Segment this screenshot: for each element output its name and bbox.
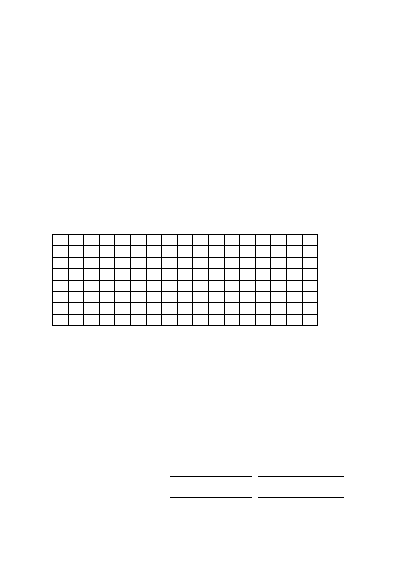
vin-char-cell [115, 280, 131, 291]
vin-char-cell [240, 246, 256, 257]
vin-char-cell [68, 246, 84, 257]
vin-char-cell [146, 291, 162, 302]
vin-char-cell [193, 280, 209, 291]
vin-position-cell [255, 235, 271, 246]
vin-char-cell [286, 314, 302, 325]
vin-char-cell [162, 303, 178, 314]
vin-char-cell [193, 269, 209, 280]
vin-structure-table [52, 234, 318, 326]
vin-char-cell [68, 269, 84, 280]
vin-char-cell [146, 269, 162, 280]
vin-position-cell [271, 235, 287, 246]
vin-char-cell [193, 257, 209, 268]
vin-char-cell [271, 291, 287, 302]
vin-char-cell [68, 257, 84, 268]
vin-char-cell [146, 314, 162, 325]
vin-char-cell [255, 246, 271, 257]
vin-char-cell [68, 280, 84, 291]
vin-char-cell [130, 280, 146, 291]
vin-char-cell [115, 246, 131, 257]
vin-row [53, 291, 318, 302]
vin-char-cell [146, 303, 162, 314]
signer-1-signature-line [170, 476, 252, 477]
vin-char-cell [84, 303, 100, 314]
vin-row [53, 269, 318, 280]
vin-char-cell [255, 280, 271, 291]
vin-char-cell [240, 314, 256, 325]
vin-row [53, 246, 318, 257]
vin-char-cell [68, 314, 84, 325]
signer-2-signature-line [170, 497, 252, 498]
vin-position-cell [302, 235, 318, 246]
vin-char-cell [99, 291, 115, 302]
vin-char-cell [255, 314, 271, 325]
vin-char-cell [208, 257, 224, 268]
vin-position-cell [84, 235, 100, 246]
vin-char-cell [130, 291, 146, 302]
vin-char-cell [177, 257, 193, 268]
vin-char-cell [208, 280, 224, 291]
vin-char-cell [84, 269, 100, 280]
vin-char-cell [130, 314, 146, 325]
vin-char-cell [84, 314, 100, 325]
vin-char-cell [286, 246, 302, 257]
vin-char-cell [53, 280, 69, 291]
vin-char-cell [68, 291, 84, 302]
vin-char-cell [99, 280, 115, 291]
vin-position-cell [193, 235, 209, 246]
vin-char-cell [68, 303, 84, 314]
vin-position-cell [208, 235, 224, 246]
vin-position-cell [286, 235, 302, 246]
vin-char-cell [177, 303, 193, 314]
vin-char-cell [286, 280, 302, 291]
signer-1-name-line [258, 476, 344, 477]
vin-char-cell [146, 257, 162, 268]
vin-char-cell [84, 280, 100, 291]
vin-char-cell [224, 257, 240, 268]
vin-char-cell [255, 291, 271, 302]
vin-char-cell [302, 291, 318, 302]
chassis-row [90, 90, 382, 98]
vin-char-cell [146, 246, 162, 257]
vin-char-cell [177, 269, 193, 280]
vin-char-cell [208, 269, 224, 280]
vin-char-cell [224, 314, 240, 325]
vin-char-cell [255, 269, 271, 280]
vin-char-cell [53, 314, 69, 325]
vin-char-cell [302, 280, 318, 291]
vin-char-cell [162, 257, 178, 268]
vin-char-cell [162, 246, 178, 257]
vin-char-cell [99, 246, 115, 257]
vin-char-cell [286, 269, 302, 280]
vin-char-cell [208, 314, 224, 325]
vin-char-cell [130, 269, 146, 280]
vin-char-cell [302, 246, 318, 257]
vin-char-cell [130, 257, 146, 268]
vin-char-cell [255, 303, 271, 314]
vin-char-cell [286, 303, 302, 314]
vin-char-cell [115, 269, 131, 280]
vin-char-cell [146, 280, 162, 291]
vin-char-cell [271, 257, 287, 268]
vin-char-cell [255, 257, 271, 268]
vin-char-cell [177, 314, 193, 325]
vin-char-cell [115, 291, 131, 302]
vin-char-cell [177, 291, 193, 302]
vin-char-cell [224, 269, 240, 280]
vin-position-cell [146, 235, 162, 246]
vin-char-cell [99, 314, 115, 325]
vin-char-cell [271, 280, 287, 291]
vin-char-cell [302, 314, 318, 325]
chassis-label [90, 90, 220, 98]
vin-row [53, 280, 318, 291]
vin-char-cell [208, 246, 224, 257]
vin-char-cell [177, 280, 193, 291]
chassis-value [232, 90, 382, 98]
vin-char-cell [224, 291, 240, 302]
vin-char-cell [224, 303, 240, 314]
vin-char-cell [84, 257, 100, 268]
vin-char-cell [271, 246, 287, 257]
vin-char-cell [84, 291, 100, 302]
vin-char-cell [302, 257, 318, 268]
vin-position-cell [99, 235, 115, 246]
vin-row [53, 303, 318, 314]
vin-position-cell [224, 235, 240, 246]
vehicle-info [90, 90, 382, 98]
vin-char-cell [224, 280, 240, 291]
vin-position-cell [162, 235, 178, 246]
vin-char-cell [162, 291, 178, 302]
vin-position-header-row [53, 235, 318, 246]
vin-char-cell [271, 269, 287, 280]
vin-char-cell [162, 314, 178, 325]
vin-char-cell [193, 291, 209, 302]
vin-row [53, 314, 318, 325]
vin-char-cell [193, 303, 209, 314]
vin-char-cell [99, 269, 115, 280]
vin-position-cell [177, 235, 193, 246]
vin-char-cell [271, 314, 287, 325]
vin-char-cell [84, 246, 100, 257]
vin-position-cell [130, 235, 146, 246]
vin-char-cell [162, 280, 178, 291]
chassis-dash [220, 90, 232, 98]
vin-char-cell [99, 303, 115, 314]
vin-position-cell [53, 235, 69, 246]
vin-position-cell [240, 235, 256, 246]
vin-char-cell [115, 257, 131, 268]
vin-char-cell [53, 303, 69, 314]
vin-char-cell [53, 291, 69, 302]
vin-char-cell [208, 303, 224, 314]
vin-char-cell [302, 269, 318, 280]
vin-char-cell [286, 257, 302, 268]
vin-char-cell [115, 314, 131, 325]
vin-char-cell [53, 257, 69, 268]
vin-char-cell [224, 246, 240, 257]
vin-char-cell [130, 303, 146, 314]
vin-char-cell [240, 269, 256, 280]
vin-char-cell [53, 246, 69, 257]
vin-char-cell [130, 246, 146, 257]
vin-char-cell [193, 246, 209, 257]
vin-char-cell [240, 280, 256, 291]
vin-char-cell [302, 303, 318, 314]
vin-row [53, 257, 318, 268]
vin-char-cell [240, 291, 256, 302]
vin-char-cell [193, 314, 209, 325]
vin-char-cell [240, 303, 256, 314]
vin-char-cell [53, 269, 69, 280]
vin-char-cell [162, 269, 178, 280]
vin-char-cell [177, 246, 193, 257]
vin-char-cell [208, 291, 224, 302]
vin-char-cell [115, 303, 131, 314]
vin-position-cell [115, 235, 131, 246]
vin-char-cell [240, 257, 256, 268]
vin-char-cell [99, 257, 115, 268]
vin-char-cell [271, 303, 287, 314]
vin-position-cell [68, 235, 84, 246]
signer-2-name-line [258, 497, 344, 498]
vin-char-cell [286, 291, 302, 302]
